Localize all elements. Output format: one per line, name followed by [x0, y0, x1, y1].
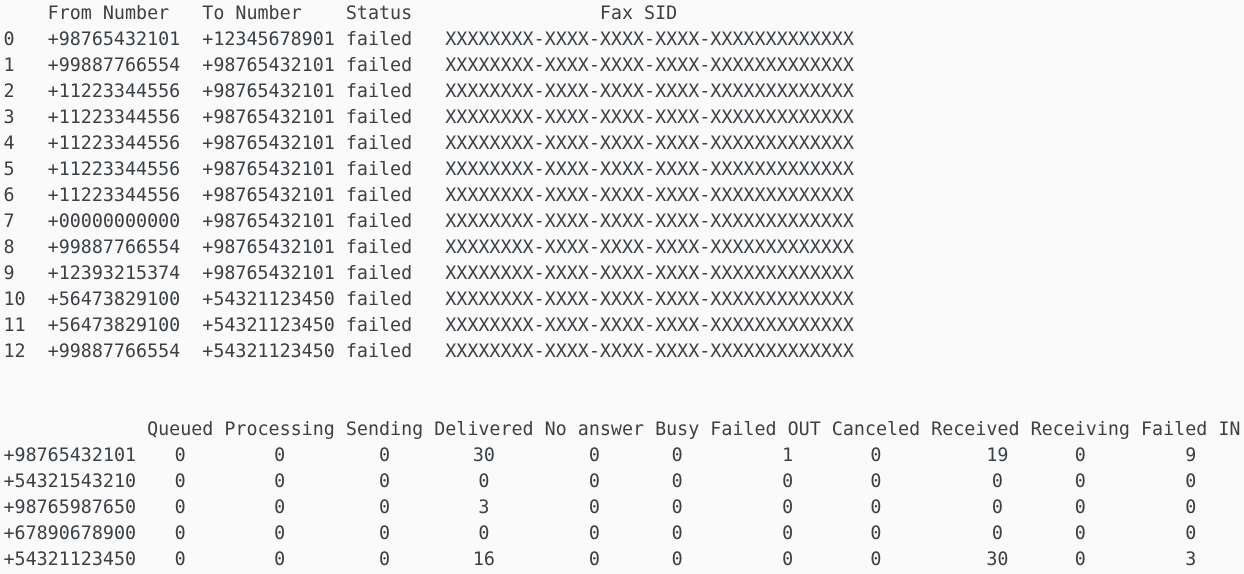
to-number-cell: +98765432101 [202, 263, 335, 284]
from-number-cell: +12393215374 [47, 263, 181, 284]
stat-value-cell: 0 [588, 523, 600, 544]
stats-column-header: Failed IN [1141, 419, 1241, 440]
stat-value-cell: 0 [870, 523, 882, 544]
stat-value-cell: 0 [274, 497, 286, 518]
stat-value-cell: 0 [991, 523, 1003, 544]
stat-value-cell: 0 [671, 445, 683, 466]
fax-row-index: 3 [3, 107, 15, 128]
status-cell: failed [345, 315, 413, 336]
stat-value-cell: 0 [378, 523, 391, 544]
stat-value-cell: 0 [174, 549, 186, 570]
table-row [4, 105, 1244, 131]
fax-row-index: 4 [3, 133, 15, 154]
stat-value-cell: 0 [588, 471, 600, 492]
table-row [4, 157, 1244, 183]
stat-value-cell: 0 [1074, 471, 1086, 492]
stats-column-header: Queued [147, 419, 214, 440]
table-row [4, 443, 1244, 469]
table-row [4, 27, 1244, 53]
stat-value-cell: 16 [472, 549, 495, 570]
stat-value-cell: 0 [274, 445, 286, 466]
stat-value-cell: 0 [174, 523, 186, 544]
table-row [4, 79, 1244, 105]
status-cell: failed [345, 185, 413, 206]
to-number-cell: +98765432101 [202, 81, 335, 102]
stat-value-cell: 9 [1185, 445, 1197, 466]
from-number-cell: +56473829100 [47, 315, 181, 336]
fax-list-header-row [4, 1, 1244, 27]
from-number-cell: +11223344556 [47, 159, 181, 180]
table-row [4, 495, 1244, 521]
stat-value-cell: 0 [478, 523, 490, 544]
phone-number-label: +67890678900 [3, 523, 137, 544]
status-cell: failed [345, 237, 413, 258]
stat-value-cell: 0 [378, 471, 391, 492]
stats-column-header: No answer [544, 419, 645, 440]
fax-sid-cell: XXXXXXXX-XXXX-XXXX-XXXX-XXXXXXXXXXXXX [445, 107, 854, 128]
fax-row-index: 1 [3, 55, 15, 76]
stats-column-header: Delivered [434, 419, 534, 440]
stat-value-cell: 0 [274, 471, 286, 492]
status-cell: failed [345, 341, 413, 362]
stat-value-cell: 0 [1074, 549, 1086, 570]
stat-value-cell: 0 [782, 497, 794, 518]
from-number-cell: +99887766554 [47, 341, 181, 362]
phone-number-label: +54321543210 [3, 471, 137, 492]
table-row [4, 287, 1244, 313]
stat-value-cell: 0 [1074, 523, 1086, 544]
fax-row-index: 9 [3, 263, 15, 284]
to-number-cell: +98765432101 [202, 133, 335, 154]
fax-sid-cell: XXXXXXXX-XXXX-XXXX-XXXX-XXXXXXXXXXXXX [445, 211, 854, 232]
status-cell: failed [345, 29, 413, 50]
table-row [4, 235, 1244, 261]
fax-row-index: 2 [3, 81, 15, 102]
to-number-cell: +54321123450 [202, 315, 335, 336]
stat-value-cell: 0 [478, 471, 490, 492]
status-cell: failed [345, 289, 413, 310]
from-number-cell: +98765432101 [47, 29, 181, 50]
stat-value-cell: 30 [472, 445, 495, 466]
from-number-cell: +11223344556 [47, 133, 181, 154]
phone-number-label: +98765987650 [3, 497, 137, 518]
stat-value-cell: 0 [671, 497, 683, 518]
stats-column-header: Canceled [831, 419, 921, 440]
table-row [4, 261, 1244, 287]
status-cell: failed [345, 81, 413, 102]
stat-value-cell: 0 [991, 471, 1003, 492]
fax-sid-cell: XXXXXXXX-XXXX-XXXX-XXXX-XXXXXXXXXXXXX [445, 341, 854, 362]
fax-sid-cell: XXXXXXXX-XXXX-XXXX-XXXX-XXXXXXXXXXXXX [445, 289, 854, 310]
stat-value-cell: 0 [991, 497, 1003, 518]
stat-value-cell: 0 [1185, 471, 1197, 492]
fax-sid-cell: XXXXXXXX-XXXX-XXXX-XXXX-XXXXXXXXXXXXX [445, 315, 854, 336]
to-number-cell: +54321123450 [202, 289, 335, 310]
fax-row-index: 12 [3, 341, 26, 362]
fax-sid-cell: XXXXXXXX-XXXX-XXXX-XXXX-XXXXXXXXXXXXX [445, 81, 854, 102]
stat-value-cell: 1 [782, 445, 794, 466]
fax-sid-cell: XXXXXXXX-XXXX-XXXX-XXXX-XXXXXXXXXXXXX [445, 237, 854, 258]
stat-value-cell: 0 [174, 497, 186, 518]
stats-column-header: Busy [655, 419, 700, 440]
phone-number-label: +98765432101 [3, 445, 137, 466]
status-cell: failed [345, 263, 413, 284]
stat-value-cell: 0 [870, 471, 882, 492]
status-cell: failed [345, 211, 413, 232]
fax-row-index: 6 [3, 185, 15, 206]
status-cell: failed [345, 133, 413, 154]
stat-value-cell: 3 [1185, 549, 1197, 570]
stats-column-header: Receiving [1030, 419, 1130, 440]
fax-row-index: 11 [3, 315, 26, 336]
fax-sid-cell: XXXXXXXX-XXXX-XXXX-XXXX-XXXXXXXXXXXXX [445, 133, 854, 154]
fax-sid-cell: XXXXXXXX-XXXX-XXXX-XXXX-XXXXXXXXXXXXX [445, 159, 854, 180]
table-row [4, 469, 1244, 495]
stats-column-header: Processing [224, 419, 335, 440]
stat-value-cell: 0 [782, 471, 794, 492]
to-number-cell: +98765432101 [202, 159, 335, 180]
fax-row-index: 7 [3, 211, 15, 232]
stat-value-cell: 0 [174, 445, 186, 466]
stat-value-cell: 0 [588, 497, 600, 518]
stat-value-cell: 0 [1185, 497, 1197, 518]
table-row [4, 183, 1244, 209]
from-number-cell: +99887766554 [47, 237, 181, 258]
stats-column-header: Sending [345, 419, 424, 440]
column-header-status: Status [345, 3, 413, 24]
fax-row-index: 8 [3, 237, 15, 258]
table-row [4, 339, 1244, 365]
stat-value-cell: 0 [782, 523, 794, 544]
to-number-cell: +98765432101 [202, 107, 335, 128]
stat-value-cell: 0 [1185, 523, 1197, 544]
stat-value-cell: 0 [378, 549, 391, 570]
stat-value-cell: 0 [671, 549, 683, 570]
stat-value-cell: 0 [274, 523, 286, 544]
table-row [4, 53, 1244, 79]
fax-row-index: 10 [3, 289, 26, 310]
table-row [4, 313, 1244, 339]
table-row [4, 209, 1244, 235]
to-number-cell: +98765432101 [202, 237, 335, 258]
column-header-to: To Number [202, 3, 302, 24]
column-header-sid: Fax SID [599, 3, 678, 24]
from-number-cell: +11223344556 [47, 107, 181, 128]
phone-number-label: +54321123450 [3, 549, 137, 570]
from-number-cell: +11223344556 [47, 81, 181, 102]
stat-value-cell: 0 [671, 471, 683, 492]
fax-row-index: 5 [3, 159, 15, 180]
to-number-cell: +54321123450 [202, 341, 335, 362]
table-row [4, 547, 1244, 573]
stat-value-cell: 0 [870, 497, 882, 518]
stat-value-cell: 30 [986, 549, 1009, 570]
stats-column-header: Failed OUT [710, 419, 821, 440]
to-number-cell: +12345678901 [202, 29, 335, 50]
stat-value-cell: 0 [378, 497, 391, 518]
table-row [4, 131, 1244, 157]
to-number-cell: +98765432101 [202, 55, 335, 76]
fax-sid-cell: XXXXXXXX-XXXX-XXXX-XXXX-XXXXXXXXXXXXX [445, 185, 854, 206]
from-number-cell: +56473829100 [47, 289, 181, 310]
status-cell: failed [345, 159, 413, 180]
stats-column-header: Received [931, 419, 1020, 440]
to-number-cell: +98765432101 [202, 211, 335, 232]
stat-value-cell: 0 [378, 445, 391, 466]
from-number-cell: +00000000000 [47, 211, 181, 232]
table-row [4, 521, 1244, 547]
stat-value-cell: 0 [1074, 497, 1086, 518]
fax-row-index: 0 [3, 29, 15, 50]
fax-sid-cell: XXXXXXXX-XXXX-XXXX-XXXX-XXXXXXXXXXXXX [445, 263, 854, 284]
stat-value-cell: 0 [1074, 445, 1086, 466]
column-header-from: From Number [47, 3, 170, 24]
from-number-cell: +11223344556 [47, 185, 181, 206]
stat-value-cell: 0 [870, 549, 882, 570]
stat-value-cell: 19 [986, 445, 1009, 466]
status-cell: failed [345, 107, 413, 128]
stat-value-cell: 3 [478, 497, 490, 518]
stat-value-cell: 0 [671, 523, 683, 544]
status-cell: failed [345, 55, 413, 76]
stat-value-cell: 0 [870, 445, 882, 466]
from-number-cell: +99887766554 [47, 55, 181, 76]
to-number-cell: +98765432101 [202, 185, 335, 206]
stat-value-cell: 0 [782, 549, 794, 570]
fax-stats-header-row [4, 417, 1244, 443]
stat-value-cell: 0 [274, 549, 286, 570]
stat-value-cell: 0 [174, 471, 186, 492]
fax-sid-cell: XXXXXXXX-XXXX-XXXX-XXXX-XXXXXXXXXXXXX [445, 55, 854, 76]
stat-value-cell: 0 [588, 445, 600, 466]
stat-value-cell: 0 [588, 549, 600, 570]
fax-sid-cell: XXXXXXXX-XXXX-XXXX-XXXX-XXXXXXXXXXXXX [445, 29, 854, 50]
